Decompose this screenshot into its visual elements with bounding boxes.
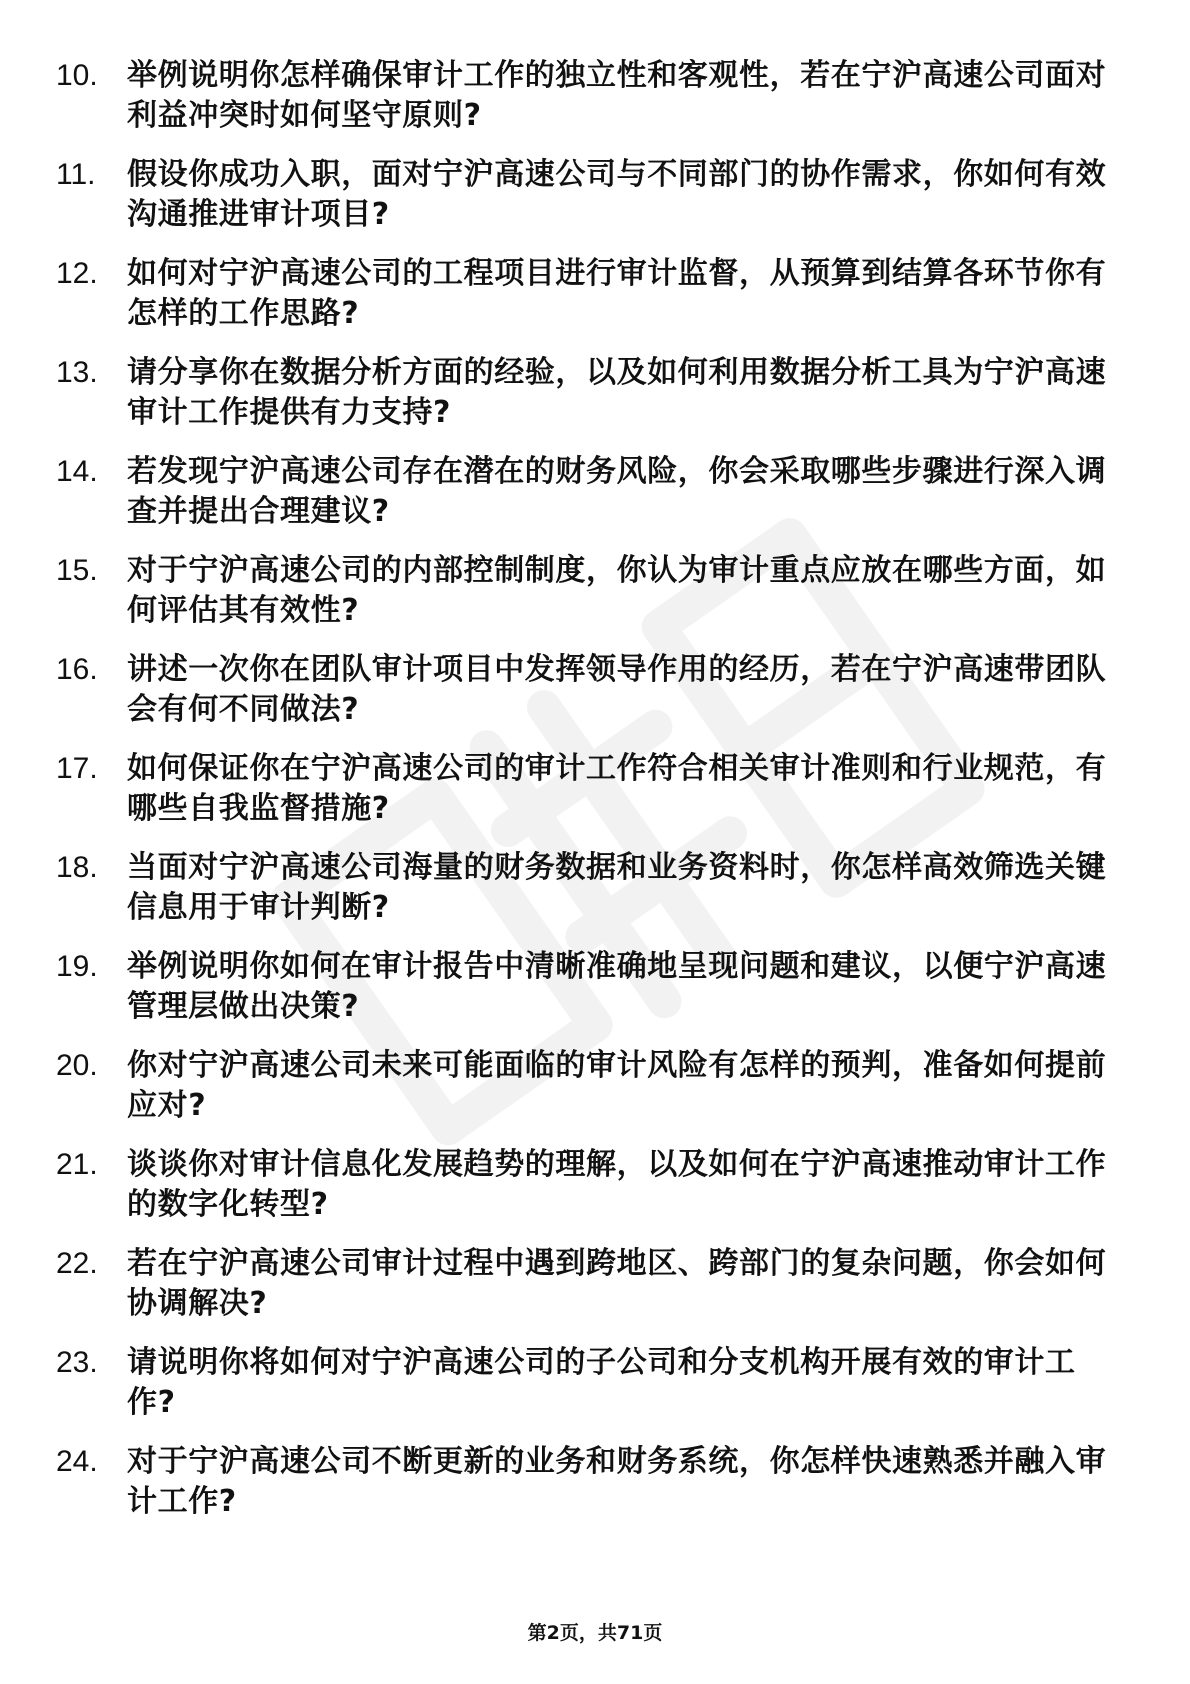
question-text: 如何保证你在宁沪高速公司的审计工作符合相关审计准则和行业规范，有哪些自我监督措施? xyxy=(127,751,1107,826)
list-item xyxy=(56,254,1116,353)
question-number: 19. xyxy=(56,950,98,983)
list-item xyxy=(56,749,1116,848)
list-item xyxy=(56,155,1116,254)
question-number: 15. xyxy=(56,554,98,587)
list-item xyxy=(56,1244,1116,1343)
list-item xyxy=(56,947,1116,1046)
question-number: 18. xyxy=(56,851,98,884)
question-text: 若发现宁沪高速公司存在潜在的财务风险，你会采取哪些步骤进行深入调查并提出合理建议? xyxy=(127,454,1107,529)
page-footer: 第2页，共71页 xyxy=(527,1622,663,1644)
question-number: 17. xyxy=(56,752,98,785)
question-text: 若在宁沪高速公司审计过程中遇到跨地区、跨部门的复杂问题，你会如何协调解决? xyxy=(127,1246,1107,1321)
question-text: 如何对宁沪高速公司的工程项目进行审计监督，从预算到结算各环节你有怎样的工作思路? xyxy=(127,256,1107,331)
question-number: 13. xyxy=(56,356,98,389)
list-item xyxy=(56,353,1116,452)
question-number: 12. xyxy=(56,257,98,290)
list-item xyxy=(56,650,1116,749)
question-text: 请分享你在数据分析方面的经验，以及如何利用数据分析工具为宁沪高速审计工作提供有力支持? xyxy=(127,355,1107,430)
question-text: 谈谈你对审计信息化发展趋势的理解，以及如何在宁沪高速推动审计工作的数字化转型? xyxy=(127,1147,1107,1222)
list-item xyxy=(56,1046,1116,1145)
question-text: 讲述一次你在团队审计项目中发挥领导作用的经历，若在宁沪高速带团队会有何不同做法? xyxy=(127,652,1107,727)
list-item xyxy=(56,1442,1116,1541)
list-item xyxy=(56,452,1116,551)
question-text: 你对宁沪高速公司未来可能面临的审计风险有怎样的预判，准备如何提前应对? xyxy=(127,1048,1107,1123)
question-text: 举例说明你怎样确保审计工作的独立性和客观性，若在宁沪高速公司面对利益冲突时如何坚守原则? xyxy=(127,58,1107,133)
question-number: 24. xyxy=(56,1445,98,1478)
list-item xyxy=(56,1145,1116,1244)
list-item xyxy=(56,1343,1116,1442)
list-item xyxy=(56,56,1116,155)
question-number: 20. xyxy=(56,1049,98,1082)
question-number: 16. xyxy=(56,653,98,686)
question-text: 对于宁沪高速公司不断更新的业务和财务系统，你怎样快速熟悉并融入审计工作? xyxy=(127,1444,1107,1519)
question-number: 21. xyxy=(56,1148,98,1181)
question-number: 14. xyxy=(56,455,98,488)
question-number: 11. xyxy=(56,158,96,191)
question-number: 10. xyxy=(56,59,98,92)
question-text: 举例说明你如何在审计报告中清晰准确地呈现问题和建议，以便宁沪高速管理层做出决策? xyxy=(127,949,1107,1024)
question-number: 23. xyxy=(56,1346,98,1379)
question-text: 对于宁沪高速公司的内部控制制度，你认为审计重点应放在哪些方面，如何评估其有效性? xyxy=(127,553,1107,628)
question-text: 请说明你将如何对宁沪高速公司的子公司和分支机构开展有效的审计工作? xyxy=(127,1345,1076,1420)
list-item xyxy=(56,551,1116,650)
question-text: 假设你成功入职，面对宁沪高速公司与不同部门的协作需求，你如何有效沟通推进审计项目? xyxy=(127,157,1107,232)
question-number: 22. xyxy=(56,1247,98,1280)
question-text: 当面对宁沪高速公司海量的财务数据和业务资料时，你怎样高效筛选关键信息用于审计判断? xyxy=(127,850,1107,925)
question-list xyxy=(56,56,1116,1541)
list-item xyxy=(56,848,1116,947)
